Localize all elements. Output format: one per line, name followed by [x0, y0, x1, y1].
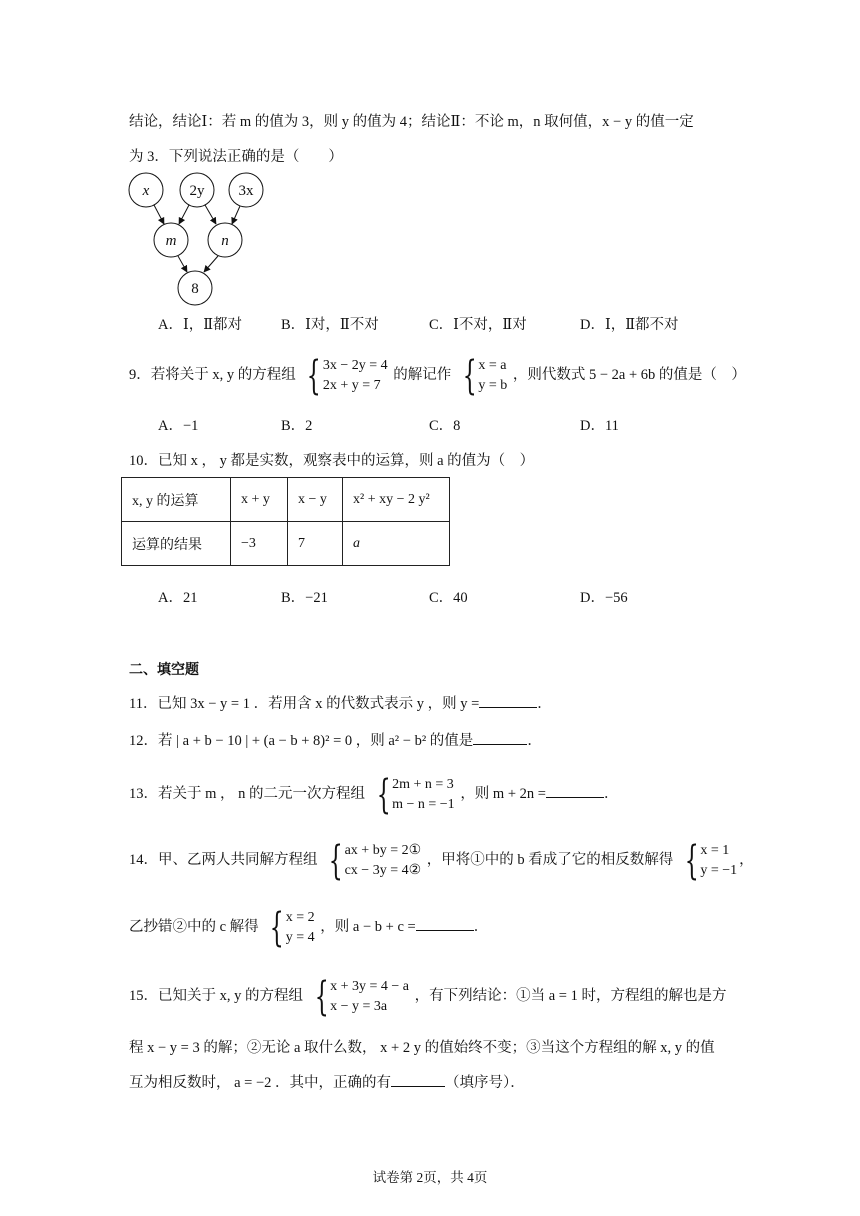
- q12-end: ．: [527, 733, 542, 749]
- diagram-label-3x: 3x: [238, 183, 254, 199]
- q15-answer-blank[interactable]: [391, 1072, 445, 1087]
- q14-middle: ，甲将①中的 b 看成了它的相反数解得: [426, 852, 674, 868]
- table-row: [122, 522, 450, 566]
- q9-stem: [129, 353, 746, 397]
- diagram-label-2y: 2y: [189, 183, 205, 199]
- q11-end: ．: [537, 696, 552, 712]
- diagram-label-n: n: [221, 233, 229, 249]
- q15-stem-line1: [129, 974, 726, 1018]
- arrow-2y-to-m: [179, 205, 189, 224]
- page-footer: 试卷第 2页，共 4页: [372, 1170, 488, 1185]
- q14-prefix: 14．甲、乙两人共同解方程组: [129, 852, 318, 868]
- q15-stem-line2: 程 x − y = 3 的解；②无论 a 取什么数， x + 2 y 的值始终不变；③当这个方程组的解 x, y 的值: [129, 1040, 715, 1056]
- table-cell: 7: [288, 522, 343, 566]
- q12-text: 12．若 | a + b − 10 | + (a − b + 8)² = 0 ，则 a² − b² 的值是: [129, 733, 474, 749]
- q13-eq2: m − n = −1: [392, 796, 455, 812]
- q9-option-b[interactable]: B．2: [281, 418, 313, 434]
- q15-eq1: x + 3y = 4 − a: [330, 978, 409, 994]
- q10-option-c[interactable]: C．40: [429, 590, 468, 606]
- q9-sol2: y = b: [478, 377, 508, 393]
- q14-sol2a: x = 2: [285, 909, 315, 925]
- table-row: [122, 478, 450, 522]
- diagram-label-m: m: [165, 233, 177, 249]
- table-cell: a: [343, 522, 450, 566]
- q14-stem-line2: [129, 905, 488, 949]
- table-cell: x, y 的运算: [122, 478, 231, 522]
- q14-solution-2: { x = 2 y = 4: [270, 904, 315, 951]
- q13-prefix: 13．若关于 m ， n 的二元一次方程组: [129, 786, 366, 802]
- q13-eq1: 2m + n = 3: [392, 776, 454, 792]
- section-title: 二、填空题: [129, 661, 199, 677]
- q8-option-c[interactable]: C．Ⅰ不对，Ⅱ对: [429, 317, 527, 333]
- q14-sol2b: y = 4: [285, 929, 315, 945]
- q14-end1: ，: [739, 852, 754, 868]
- q9-solution-system: { x = a y = b: [462, 352, 508, 399]
- q9-prefix: 9．若将关于 x, y 的方程组: [129, 367, 296, 383]
- q15-equation-system: { x + 3y = 4 − a x − y = 3a: [314, 973, 409, 1020]
- q8-stem-line2: 为 3．下列说法正确的是（ ）: [129, 149, 343, 165]
- q14-stem-line1: [129, 838, 754, 882]
- q10-operation-table: [121, 477, 450, 566]
- q15-stem-line3: [129, 1072, 525, 1093]
- q13-end: ．: [603, 786, 619, 802]
- q11-answer-blank[interactable]: [479, 693, 537, 708]
- q14-equation-system: { ax + by = 2① cx − 3y = 4②: [328, 837, 422, 884]
- q9-middle: 的解记作: [393, 367, 452, 383]
- arrow-n-to-8: [204, 256, 218, 272]
- q8-option-a[interactable]: A．Ⅰ，Ⅱ都对: [158, 317, 243, 333]
- q8-stem-line1: 结论，结论Ⅰ：若 m 的值为 3，则 y 的值为 4；结论Ⅱ：不论 m，n 取何值，x − y 的值一定: [129, 114, 694, 130]
- q14-eq2: cx − 3y = 4②: [344, 862, 422, 878]
- q14-eq1: ax + by = 2①: [344, 842, 422, 858]
- q9-option-a[interactable]: A．−1: [158, 418, 199, 434]
- q8-flow-diagram: [125, 170, 270, 306]
- q14-end2: ．: [473, 919, 489, 935]
- diagram-label-8: 8: [191, 281, 199, 297]
- q15-eq2: x − y = 3a: [330, 998, 388, 1014]
- q15-line3-end: （填序号）．: [445, 1075, 525, 1091]
- table-cell: x + y: [231, 478, 288, 522]
- q10-stem: 10．已知 x ， y 都是实数，观察表中的运算，则 a 的值为（ ）: [129, 453, 535, 469]
- q9-option-c[interactable]: C．8: [429, 418, 461, 434]
- q14-line2-suffix: ，则 a − b + c =: [320, 919, 416, 935]
- q13-answer-blank[interactable]: [546, 783, 604, 798]
- table-cell: x² + xy − 2 y²: [343, 478, 450, 522]
- q14-line2-prefix: 乙抄错②中的 c 解得: [129, 919, 259, 935]
- arrow-x-to-m: [154, 205, 164, 224]
- q13-equation-system: { 2m + n = 3 m − n = −1: [376, 771, 455, 818]
- q9-eq2: 2x + y = 7: [322, 377, 381, 393]
- q14-solution-1: { x = 1 y = −1: [684, 837, 738, 884]
- q9-eq1: 3x − 2y = 4: [322, 357, 388, 373]
- q14-sol1a: x = 1: [700, 842, 730, 858]
- q11-stem: [129, 693, 552, 714]
- q12-answer-blank[interactable]: [473, 730, 527, 745]
- q8-option-b[interactable]: B．Ⅰ对，Ⅱ不对: [281, 317, 379, 333]
- q10-option-d[interactable]: D．−56: [580, 590, 628, 606]
- q14-answer-blank[interactable]: [416, 916, 474, 931]
- arrow-2y-to-n: [205, 205, 216, 224]
- q9-sol1: x = a: [478, 357, 507, 373]
- q15-prefix: 15．已知关于 x, y 的方程组: [129, 988, 303, 1004]
- q11-text: 11．已知 3x − y = 1 ．若用含 x 的代数式表示 y ，则 y =: [129, 696, 480, 712]
- q10-option-b[interactable]: B．−21: [281, 590, 328, 606]
- q8-option-d[interactable]: D．Ⅰ，Ⅱ都不对: [580, 317, 679, 333]
- q13-stem: [129, 772, 618, 816]
- q12-stem: [129, 730, 542, 751]
- arrow-m-to-8: [178, 256, 187, 272]
- diagram-label-x: x: [142, 183, 150, 199]
- q14-sol1b: y = −1: [700, 862, 738, 878]
- q9-option-d[interactable]: D．11: [580, 418, 619, 434]
- table-cell: x − y: [288, 478, 343, 522]
- q15-line3: 互为相反数时， a = −2 ．其中，正确的有: [129, 1075, 392, 1091]
- q13-suffix: ，则 m + 2n =: [460, 786, 546, 802]
- q9-suffix: ，则代数式 5 − 2a + 6b 的值是（ ）: [512, 367, 746, 383]
- table-cell: 运算的结果: [122, 522, 231, 566]
- arrow-3x-to-n: [232, 206, 240, 224]
- table-cell: −3: [231, 522, 288, 566]
- q10-option-a[interactable]: A．21: [158, 590, 198, 606]
- q9-equation-system: { 3x − 2y = 4 2x + y = 7: [307, 352, 388, 399]
- q15-suffix: ，有下列结论：①当 a = 1 时，方程组的解也是方: [414, 988, 727, 1004]
